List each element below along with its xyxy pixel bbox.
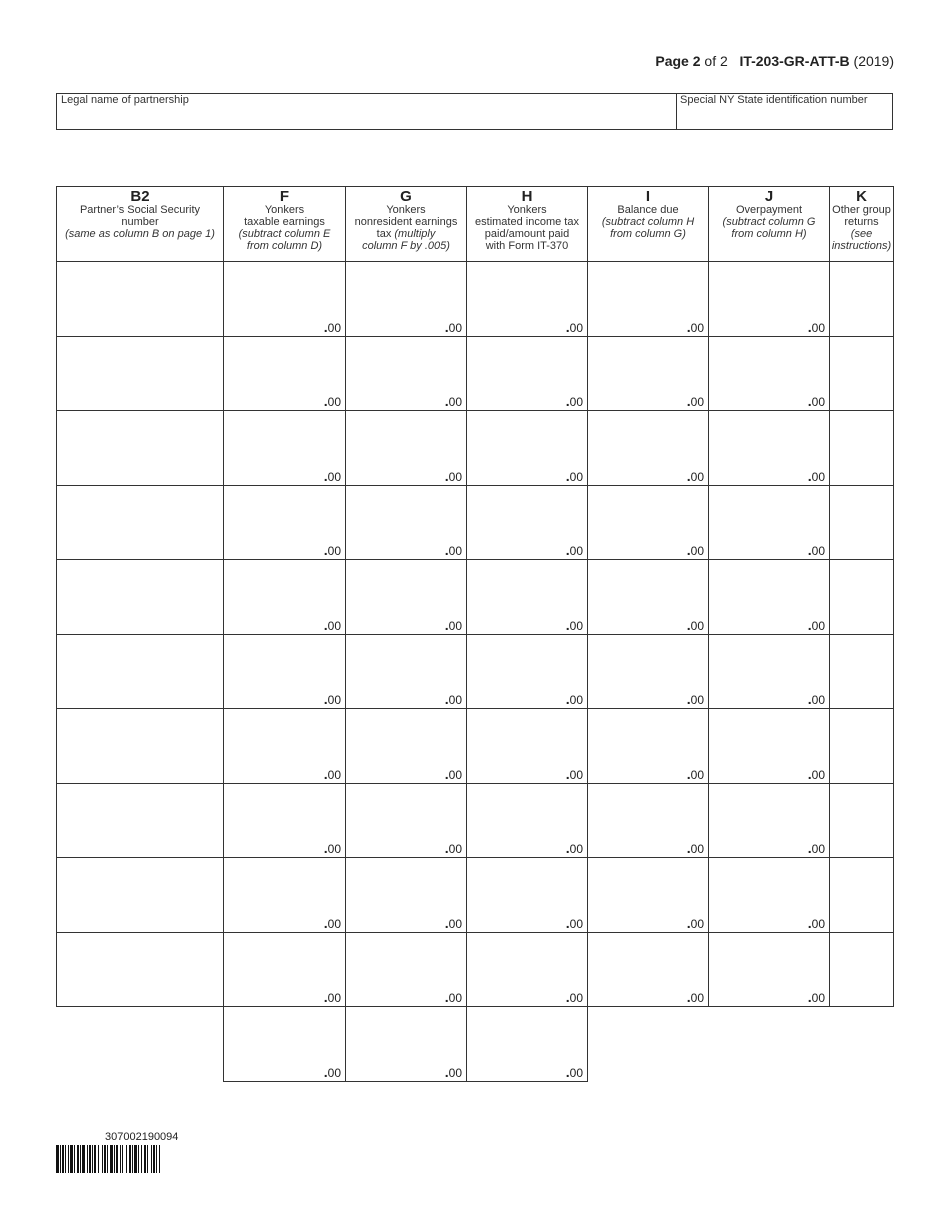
col-letter: H bbox=[521, 188, 533, 205]
decimal-point: . bbox=[444, 989, 449, 1005]
amount-field[interactable] bbox=[467, 932, 588, 1007]
barcode-image bbox=[56, 1145, 240, 1173]
col-text: paid/amount paid bbox=[484, 228, 570, 240]
decimal-point: . bbox=[807, 765, 812, 782]
decimal-point: . bbox=[565, 616, 570, 633]
other-group-field[interactable] bbox=[830, 783, 894, 858]
col-text: number bbox=[121, 216, 159, 228]
cents-suffix: 00 bbox=[690, 842, 704, 856]
amount-field[interactable] bbox=[467, 709, 588, 784]
barcode-bar bbox=[82, 1145, 85, 1173]
cents-suffix: 00 bbox=[327, 320, 341, 335]
barcode-bar bbox=[70, 1145, 73, 1173]
col-text: from column H) bbox=[731, 228, 807, 240]
decimal-point: . bbox=[323, 989, 328, 1005]
blank-cell bbox=[830, 1007, 894, 1082]
col-header-k bbox=[830, 187, 894, 262]
barcode-bar bbox=[114, 1145, 115, 1173]
decimal-point: . bbox=[565, 1064, 570, 1080]
ssn-field[interactable] bbox=[57, 634, 224, 709]
amount-field[interactable] bbox=[588, 262, 709, 337]
cents-suffix: 00 bbox=[811, 842, 825, 856]
decimal-point: . bbox=[323, 616, 328, 633]
decimal-point: . bbox=[686, 989, 691, 1005]
decimal-point: . bbox=[323, 542, 328, 558]
decimal-point: . bbox=[565, 691, 570, 707]
ssn-field[interactable] bbox=[57, 858, 224, 933]
decimal-point: . bbox=[565, 914, 570, 931]
col-text: from column G) bbox=[610, 228, 686, 240]
barcode-bar bbox=[138, 1145, 139, 1173]
cents-suffix: 00 bbox=[327, 693, 341, 707]
ssn-field[interactable] bbox=[57, 560, 224, 635]
cents-suffix: 00 bbox=[690, 767, 704, 782]
amount-field[interactable] bbox=[467, 1007, 588, 1082]
amount-field[interactable] bbox=[224, 932, 346, 1007]
amount-field[interactable] bbox=[467, 634, 588, 709]
amount-field[interactable] bbox=[709, 783, 830, 858]
table-row bbox=[57, 411, 894, 486]
amount-field[interactable] bbox=[467, 262, 588, 337]
decimal-point: . bbox=[807, 840, 812, 856]
decimal-point: . bbox=[807, 914, 812, 931]
decimal-point: . bbox=[807, 989, 812, 1005]
amount-field[interactable] bbox=[346, 634, 467, 709]
blank-cell bbox=[588, 1007, 709, 1082]
barcode-bar bbox=[56, 1145, 59, 1173]
barcode-bar bbox=[68, 1145, 69, 1173]
cents-suffix: 00 bbox=[448, 395, 462, 409]
table-row bbox=[57, 336, 894, 411]
cents-suffix: 00 bbox=[569, 693, 583, 707]
col-text: with Form IT-370 bbox=[485, 240, 569, 252]
amount-field[interactable] bbox=[709, 336, 830, 411]
other-group-field[interactable] bbox=[830, 858, 894, 933]
amount-field[interactable] bbox=[588, 336, 709, 411]
decimal-point: . bbox=[323, 914, 328, 931]
barcode-bar bbox=[104, 1145, 106, 1173]
other-group-field[interactable] bbox=[830, 634, 894, 709]
barcode-bar bbox=[80, 1145, 81, 1173]
cents-suffix: 00 bbox=[448, 544, 462, 558]
page-header bbox=[655, 53, 894, 69]
barcode-bar bbox=[134, 1145, 137, 1173]
cents-suffix: 00 bbox=[448, 991, 462, 1005]
amount-field[interactable] bbox=[224, 709, 346, 784]
col-text: returns bbox=[844, 216, 879, 228]
cents-suffix: 00 bbox=[448, 618, 462, 633]
amount-field[interactable] bbox=[224, 858, 346, 933]
ssn-field[interactable] bbox=[57, 411, 224, 486]
decimal-point: . bbox=[807, 467, 812, 484]
cents-suffix: 00 bbox=[811, 469, 825, 484]
barcode-bar bbox=[94, 1145, 96, 1173]
cents-suffix: 00 bbox=[327, 842, 341, 856]
amount-field[interactable] bbox=[224, 336, 346, 411]
barcode-bar bbox=[159, 1145, 160, 1173]
cents-suffix: 00 bbox=[569, 320, 583, 335]
decimal-point: . bbox=[686, 765, 691, 782]
col-text: from column D) bbox=[246, 240, 323, 252]
decimal-point: . bbox=[565, 393, 570, 409]
col-header-i bbox=[588, 187, 709, 262]
partner-yonkers-table bbox=[56, 186, 894, 1082]
decimal-point: . bbox=[444, 765, 449, 782]
col-text: Balance due bbox=[617, 204, 679, 216]
decimal-point: . bbox=[444, 542, 449, 558]
amount-field[interactable] bbox=[588, 709, 709, 784]
cents-suffix: 00 bbox=[690, 544, 704, 558]
amount-field[interactable] bbox=[467, 336, 588, 411]
decimal-point: . bbox=[807, 393, 812, 409]
col-text: (subtract column E bbox=[238, 228, 331, 240]
cents-suffix: 00 bbox=[811, 544, 825, 558]
decimal-point: . bbox=[565, 989, 570, 1005]
amount-field[interactable] bbox=[224, 485, 346, 560]
barcode-bar bbox=[89, 1145, 91, 1173]
other-group-field[interactable] bbox=[830, 709, 894, 784]
form-year: (2019) bbox=[853, 53, 894, 69]
cents-suffix: 00 bbox=[690, 916, 704, 931]
legal-name-label: Legal name of partnership bbox=[61, 94, 189, 106]
decimal-point: . bbox=[444, 467, 449, 484]
cents-suffix: 00 bbox=[327, 991, 341, 1005]
barcode-bar bbox=[98, 1145, 99, 1173]
ssn-field[interactable] bbox=[57, 262, 224, 337]
decimal-point: . bbox=[807, 616, 812, 633]
decimal-point: . bbox=[323, 1064, 328, 1080]
cents-suffix: 00 bbox=[448, 767, 462, 782]
amount-field[interactable] bbox=[467, 485, 588, 560]
amount-field[interactable] bbox=[224, 1007, 346, 1082]
cents-suffix: 00 bbox=[690, 991, 704, 1005]
barcode-bar bbox=[110, 1145, 113, 1173]
decimal-point: . bbox=[686, 542, 691, 558]
col-header-j bbox=[709, 187, 830, 262]
barcode-bar bbox=[122, 1145, 123, 1173]
col-text: (multiply bbox=[394, 228, 436, 240]
ssn-field[interactable] bbox=[57, 336, 224, 411]
decimal-point: . bbox=[686, 691, 691, 707]
cents-suffix: 00 bbox=[448, 1066, 462, 1080]
decimal-point: . bbox=[807, 691, 812, 707]
barcode-bar bbox=[132, 1145, 133, 1173]
cents-suffix: 00 bbox=[569, 842, 583, 856]
decimal-point: . bbox=[565, 765, 570, 782]
decimal-point: . bbox=[323, 691, 328, 707]
col-letter: G bbox=[400, 188, 412, 205]
table-row bbox=[57, 560, 894, 635]
cents-suffix: 00 bbox=[569, 544, 583, 558]
cents-suffix: 00 bbox=[327, 544, 341, 558]
barcode-bar bbox=[102, 1145, 103, 1173]
decimal-point: . bbox=[323, 840, 328, 856]
barcode-bar bbox=[65, 1145, 66, 1173]
cents-suffix: 00 bbox=[811, 693, 825, 707]
col-text: Partner’s Social Security bbox=[79, 204, 201, 216]
col-text: (subtract column H bbox=[601, 216, 695, 228]
decimal-point: . bbox=[807, 318, 812, 335]
cents-suffix: 00 bbox=[569, 618, 583, 633]
amount-field[interactable] bbox=[709, 262, 830, 337]
amount-field[interactable] bbox=[224, 634, 346, 709]
col-header-b2 bbox=[57, 187, 224, 262]
cents-suffix: 00 bbox=[811, 320, 825, 335]
cents-suffix: 00 bbox=[327, 618, 341, 633]
col-letter: B2 bbox=[130, 188, 150, 205]
cents-suffix: 00 bbox=[569, 469, 583, 484]
cents-suffix: 00 bbox=[569, 1066, 583, 1080]
ssn-field[interactable] bbox=[57, 709, 224, 784]
other-group-field[interactable] bbox=[830, 336, 894, 411]
amount-field[interactable] bbox=[346, 336, 467, 411]
amount-field[interactable] bbox=[709, 560, 830, 635]
cents-suffix: 00 bbox=[569, 767, 583, 782]
barcode-bar bbox=[151, 1145, 152, 1173]
col-text: tax bbox=[376, 228, 395, 240]
col-text: taxable earnings bbox=[244, 216, 325, 228]
cents-suffix: 00 bbox=[811, 991, 825, 1005]
barcode-bar bbox=[147, 1145, 148, 1173]
table-row bbox=[57, 932, 894, 1007]
ssn-field[interactable] bbox=[57, 783, 224, 858]
page-of-text: of 2 bbox=[704, 53, 728, 69]
cents-suffix: 00 bbox=[690, 395, 704, 409]
col-text: (see bbox=[850, 228, 873, 240]
col-text: Yonkers bbox=[386, 204, 426, 216]
barcode-bar bbox=[156, 1145, 157, 1173]
cents-suffix: 00 bbox=[811, 618, 825, 633]
decimal-point: . bbox=[323, 467, 328, 484]
decimal-point: . bbox=[686, 840, 691, 856]
blank-cell bbox=[709, 1007, 830, 1082]
form-id: IT-203-GR-ATT-B bbox=[739, 53, 850, 69]
col-text: column F by .005) bbox=[362, 240, 450, 252]
other-group-field[interactable] bbox=[830, 485, 894, 560]
other-group-field[interactable] bbox=[830, 411, 894, 486]
barcode-bar bbox=[60, 1145, 61, 1173]
cents-suffix: 00 bbox=[327, 1066, 341, 1080]
amount-field[interactable] bbox=[346, 709, 467, 784]
col-letter: I bbox=[645, 188, 651, 205]
col-header-g bbox=[346, 187, 467, 262]
amount-field[interactable] bbox=[588, 560, 709, 635]
table-row bbox=[57, 858, 894, 933]
barcode-bar bbox=[116, 1145, 118, 1173]
special-id-label: Special NY State identification number bbox=[680, 94, 868, 106]
barcode-bar bbox=[74, 1145, 75, 1173]
decimal-point: . bbox=[444, 691, 449, 707]
amount-field[interactable] bbox=[346, 411, 467, 486]
amount-field[interactable] bbox=[709, 709, 830, 784]
decimal-point: . bbox=[807, 542, 812, 558]
barcode-bar bbox=[62, 1145, 64, 1173]
col-text: estimated income tax bbox=[475, 216, 579, 228]
cents-suffix: 00 bbox=[327, 395, 341, 409]
amount-field[interactable] bbox=[467, 560, 588, 635]
cents-suffix: 00 bbox=[690, 693, 704, 707]
amount-field[interactable] bbox=[346, 262, 467, 337]
decimal-point: . bbox=[565, 542, 570, 558]
decimal-point: . bbox=[444, 1064, 449, 1080]
cents-suffix: 00 bbox=[569, 916, 583, 931]
table-row bbox=[57, 634, 894, 709]
cents-suffix: 00 bbox=[448, 916, 462, 931]
decimal-point: . bbox=[565, 467, 570, 484]
decimal-point: . bbox=[686, 914, 691, 931]
decimal-point: . bbox=[444, 840, 449, 856]
cents-suffix: 00 bbox=[811, 916, 825, 931]
barcode-bar bbox=[87, 1145, 88, 1173]
table-row bbox=[57, 709, 894, 784]
col-text: Other group bbox=[832, 204, 891, 216]
page-number: 2 bbox=[692, 53, 701, 69]
col-text: nonresident earnings bbox=[354, 216, 458, 228]
barcode-bar bbox=[107, 1145, 108, 1173]
cents-suffix: 00 bbox=[327, 767, 341, 782]
amount-field[interactable] bbox=[709, 485, 830, 560]
decimal-point: . bbox=[323, 318, 328, 335]
amount-field[interactable] bbox=[709, 858, 830, 933]
col-header-f bbox=[224, 187, 346, 262]
amount-field[interactable] bbox=[588, 411, 709, 486]
barcode-bar bbox=[141, 1145, 142, 1173]
cents-suffix: 00 bbox=[327, 469, 341, 484]
col-header-h bbox=[467, 187, 588, 262]
amount-field[interactable] bbox=[346, 858, 467, 933]
col-text: Yonkers bbox=[264, 204, 305, 216]
table-row bbox=[57, 485, 894, 560]
col-letter: F bbox=[279, 188, 290, 205]
amount-field[interactable] bbox=[467, 783, 588, 858]
barcode-bar bbox=[153, 1145, 155, 1173]
decimal-point: . bbox=[444, 914, 449, 931]
decimal-point: . bbox=[323, 765, 328, 782]
cents-suffix: 00 bbox=[448, 469, 462, 484]
page-word: Page bbox=[655, 53, 689, 69]
barcode-bar bbox=[129, 1145, 131, 1173]
amount-field[interactable] bbox=[709, 634, 830, 709]
barcode-number: 307002190094 bbox=[105, 1131, 179, 1143]
barcode-bar bbox=[92, 1145, 93, 1173]
barcode-bar bbox=[144, 1145, 146, 1173]
decimal-point: . bbox=[444, 318, 449, 335]
amount-field[interactable] bbox=[224, 262, 346, 337]
decimal-point: . bbox=[565, 840, 570, 856]
col-text: instructions) bbox=[831, 240, 892, 252]
decimal-point: . bbox=[686, 393, 691, 409]
col-text: (subtract column G bbox=[722, 216, 816, 228]
table-row bbox=[57, 783, 894, 858]
amount-field[interactable] bbox=[346, 485, 467, 560]
table-header-row bbox=[57, 187, 894, 262]
amount-field[interactable] bbox=[588, 932, 709, 1007]
decimal-point: . bbox=[444, 393, 449, 409]
cents-suffix: 00 bbox=[448, 842, 462, 856]
amount-field[interactable] bbox=[588, 485, 709, 560]
cents-suffix: 00 bbox=[811, 395, 825, 409]
totals-row bbox=[57, 1007, 894, 1082]
field-divider bbox=[676, 94, 677, 129]
barcode-bar bbox=[120, 1145, 121, 1173]
decimal-point: . bbox=[444, 616, 449, 633]
decimal-point: . bbox=[686, 616, 691, 633]
col-text: (same as column B on page 1) bbox=[65, 228, 215, 240]
amount-field[interactable] bbox=[588, 634, 709, 709]
cents-suffix: 00 bbox=[448, 320, 462, 335]
decimal-point: . bbox=[565, 318, 570, 335]
amount-field[interactable] bbox=[709, 411, 830, 486]
amount-field[interactable] bbox=[346, 783, 467, 858]
other-group-field[interactable] bbox=[830, 262, 894, 337]
amount-field[interactable] bbox=[346, 560, 467, 635]
amount-field[interactable] bbox=[224, 560, 346, 635]
cents-suffix: 00 bbox=[569, 991, 583, 1005]
amount-field[interactable] bbox=[224, 783, 346, 858]
cents-suffix: 00 bbox=[690, 469, 704, 484]
barcode-bar bbox=[126, 1145, 127, 1173]
amount-field[interactable] bbox=[467, 858, 588, 933]
other-group-field[interactable] bbox=[830, 932, 894, 1007]
col-letter: J bbox=[764, 188, 774, 205]
ssn-field[interactable] bbox=[57, 485, 224, 560]
col-letter: K bbox=[856, 188, 867, 205]
barcode-bar bbox=[77, 1145, 79, 1173]
blank-cell bbox=[57, 1007, 224, 1082]
partnership-info-box bbox=[56, 93, 893, 130]
cents-suffix: 00 bbox=[811, 767, 825, 782]
decimal-point: . bbox=[686, 467, 691, 484]
amount-field[interactable] bbox=[588, 783, 709, 858]
cents-suffix: 00 bbox=[569, 395, 583, 409]
cents-suffix: 00 bbox=[327, 916, 341, 931]
col-text: Overpayment bbox=[735, 204, 803, 216]
amount-field[interactable] bbox=[588, 858, 709, 933]
amount-field[interactable] bbox=[346, 932, 467, 1007]
ssn-field[interactable] bbox=[57, 932, 224, 1007]
amount-field[interactable] bbox=[346, 1007, 467, 1082]
table-row bbox=[57, 262, 894, 337]
amount-field[interactable] bbox=[224, 411, 346, 486]
amount-field[interactable] bbox=[467, 411, 588, 486]
other-group-field[interactable] bbox=[830, 560, 894, 635]
decimal-point: . bbox=[686, 318, 691, 335]
cents-suffix: 00 bbox=[690, 320, 704, 335]
cents-suffix: 00 bbox=[448, 693, 462, 707]
decimal-point: . bbox=[323, 393, 328, 409]
amount-field[interactable] bbox=[709, 932, 830, 1007]
cents-suffix: 00 bbox=[690, 618, 704, 633]
col-text: Yonkers bbox=[507, 204, 547, 216]
